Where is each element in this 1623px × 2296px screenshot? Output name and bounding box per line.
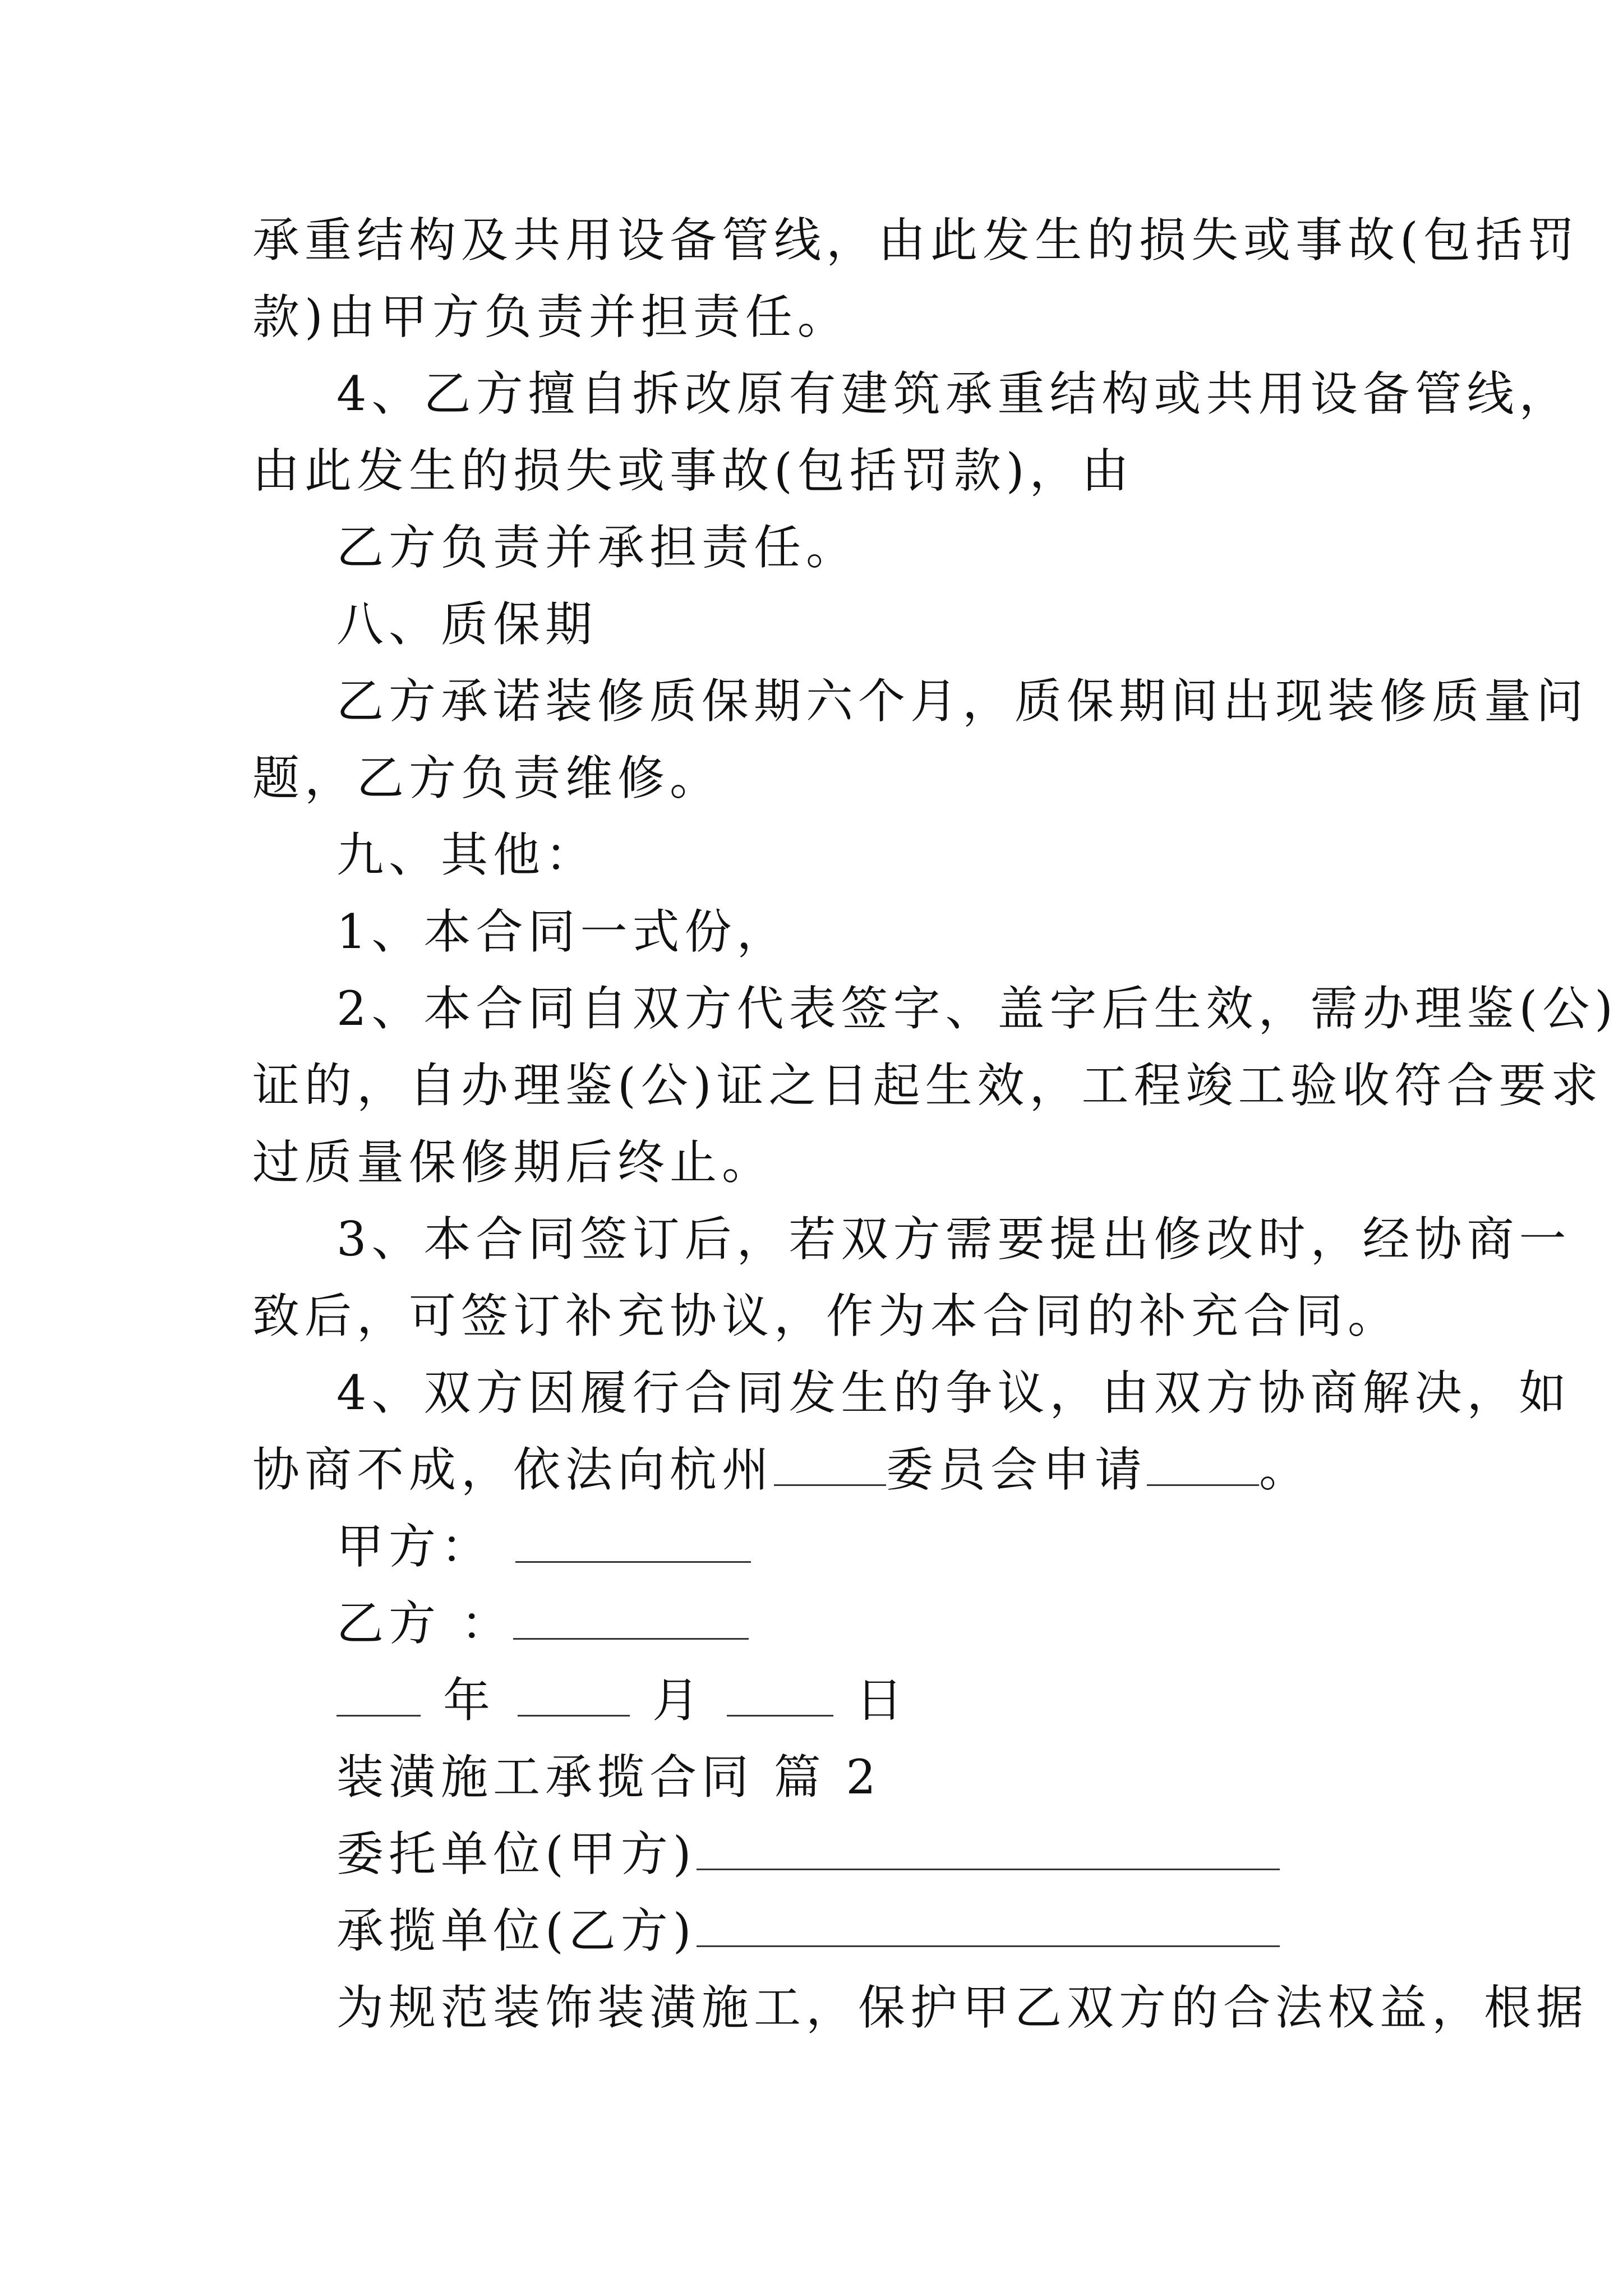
arbitration-text-2: 委员会申请: [886, 1442, 1147, 1497]
paragraph-line: 2、本合同自双方代表签字、盖字后生效，需办理鉴(公): [336, 981, 1618, 1036]
arbitration-text-3: 。: [1259, 1442, 1312, 1497]
arbitration-blank-2[interactable]: [1147, 1447, 1259, 1486]
paragraph-line: 八、质保期: [336, 597, 598, 652]
client-blank[interactable]: [697, 1832, 1280, 1870]
party-a-signature-line: [252, 1508, 1385, 1585]
day-label: 日: [856, 1673, 909, 1728]
contractor-line: [252, 1893, 1385, 1970]
year-blank[interactable]: [336, 1678, 421, 1717]
paragraph-line: 承重结构及共用设备管线，由此发生的损失或事故(包括罚: [252, 213, 1580, 268]
client-label: 委托单位(甲方): [336, 1826, 697, 1881]
paragraph-line: 由此发生的损失或事故(包括罚款)，由: [252, 443, 1134, 498]
party-a-label: 甲方：: [336, 1519, 494, 1574]
year-label: 年: [443, 1673, 496, 1728]
paragraph-line: 4、双方因履行合同发生的争议，由双方协商解决，如: [336, 1365, 1571, 1420]
contract-page: [252, 202, 1618, 2046]
party-b-label: 乙方 ：: [336, 1596, 513, 1651]
date-line: [252, 1662, 1385, 1739]
party-b-signature-line: [252, 1585, 1385, 1662]
contract-body-lines: [252, 202, 1618, 1432]
client-line: [252, 1816, 1385, 1893]
paragraph-line: 致后，可签订补充协议，作为本合同的补充合同。: [252, 1289, 1400, 1343]
month-label: 月: [652, 1673, 705, 1728]
contractor-blank[interactable]: [697, 1908, 1280, 1947]
paragraph-line: 3、本合同签订后，若双方需要提出修改时，经协商一: [336, 1212, 1571, 1267]
party-b-blank[interactable]: [513, 1601, 749, 1640]
party-a-blank[interactable]: [515, 1524, 751, 1563]
month-blank[interactable]: [518, 1678, 630, 1717]
arbitration-text-1: 协商不成，依法向杭州: [252, 1442, 774, 1497]
contractor-label: 承揽单位(乙方): [336, 1903, 697, 1958]
paragraph-line: 题，乙方负责维修。: [252, 751, 722, 806]
paragraph-line: 4、乙方擅自拆改原有建筑承重结构或共用设备管线，: [336, 366, 1571, 421]
section-title: 装潢施工承揽合同 篇 2: [336, 1750, 881, 1805]
arbitration-blank-1[interactable]: [774, 1447, 886, 1486]
paragraph-line: 乙方承诺装修质保期六个月，质保期间出现装修质量问: [336, 674, 1589, 729]
day-blank[interactable]: [727, 1678, 833, 1717]
paragraph-line: 1、本合同一式份，: [336, 904, 789, 959]
paragraph-line: 证的，自办理鉴(公)证之日起生效，工程竣工验收符合要求: [252, 1058, 1603, 1113]
paragraph-line: 款)由甲方负责并担责任。: [252, 289, 850, 344]
paragraph-line: 九、其他：: [336, 827, 598, 882]
closing-paragraph-line: 为规范装饰装潢施工，保护甲乙双方的合法权益，根据: [336, 1980, 1589, 2035]
arbitration-line: [252, 1432, 1385, 1508]
paragraph-line: 乙方负责并承担责任。: [336, 520, 859, 575]
paragraph-line: 过质量保修期后终止。: [252, 1135, 774, 1190]
